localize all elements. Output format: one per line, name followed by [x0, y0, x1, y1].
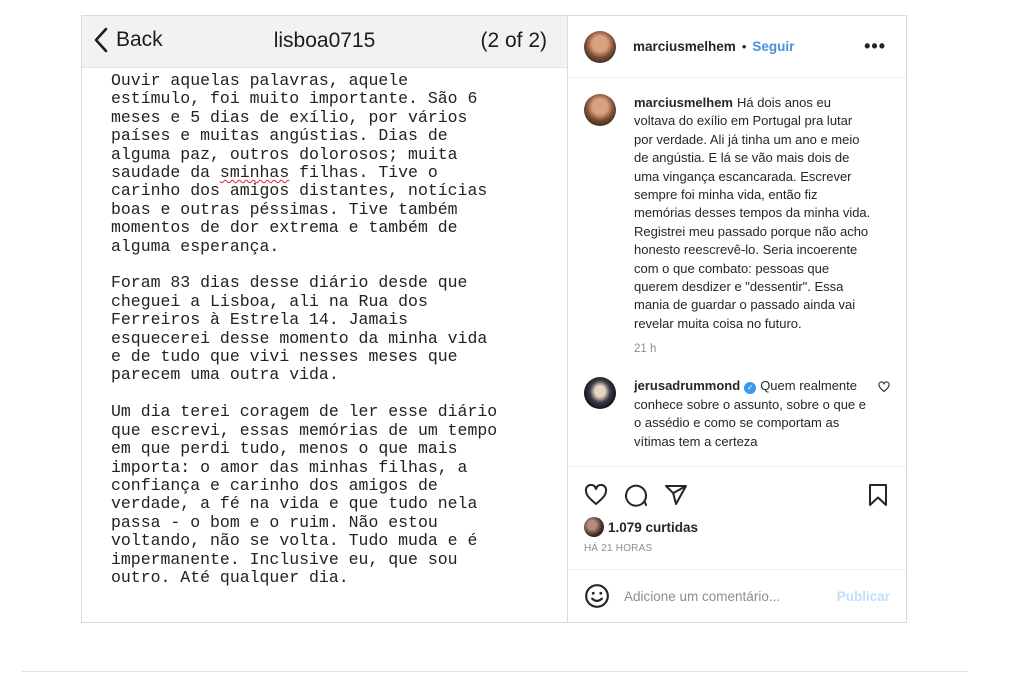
post-header	[568, 16, 906, 78]
caption-author-avatar[interactable]	[584, 94, 616, 126]
post-timestamp[interactable]: HÁ 21 HORAS	[584, 543, 653, 554]
comment-item	[584, 377, 890, 451]
like-heart-icon[interactable]	[584, 483, 608, 507]
back-label: Back	[116, 28, 163, 51]
line-with-misspelling: saudade da sminhas filhas. Tive o	[111, 163, 438, 183]
comment-input[interactable]	[624, 589, 837, 604]
back-button[interactable]	[92, 27, 163, 53]
share-send-icon[interactable]	[664, 483, 688, 507]
follow-button[interactable]: Seguir	[752, 39, 795, 54]
note-title: lisboa0715	[273, 29, 376, 52]
page-divider	[22, 671, 968, 672]
commenter-avatar[interactable]	[584, 377, 616, 409]
post-actions	[568, 466, 906, 569]
comment-username[interactable]: jerusadrummond	[634, 378, 741, 394]
publish-button[interactable]: Publicar	[836, 588, 890, 604]
verified-badge-icon: ✓	[744, 382, 756, 394]
note-body	[82, 68, 567, 587]
comment-text: Quem realmente conhece sobre o assunto, sobre o que e o assédio e como se comportam as vítimas tem a certeza	[634, 378, 866, 449]
author-username[interactable]: marciusmelhem	[633, 39, 736, 54]
note-paragraph-1: Ouvir aquelas palavras, aquele estímulo, foi muito importante. São 6 meses e 5 dias de exílio, por vários países e muitas angústias. Dias de alguma paz, outros dolorosos; muita saudade da sminhas filhas. Tive o carinho dos amigos distantes, notícias boas e outras péssimas. Tive também momentos de dor extrema e também de alguma esperança.	[111, 71, 488, 256]
misspelled-word: sminhas	[219, 163, 290, 183]
notes-header	[82, 16, 567, 68]
comment-like-heart-icon[interactable]	[878, 381, 890, 393]
bookmark-save-icon[interactable]	[866, 483, 890, 507]
post-side-panel	[568, 16, 906, 622]
caption-text: Há dois anos eu voltava do exílio em Portugal pra lutar por verdade. Ali já tinha um ano e meio de angústia. E lá se vão mais dois de uma vingança escancarada. Escrever sempre foi minha vida, então fiz memórias desses tempos da minha vida. Registrei meu passado porque não acho honesto reescrevê-lo. Seria incoerente com o que combato: pessoas que querem desdizer e "dessentir". Essa mania de guardar o passado ainda vai revelar muita coisa no futuro.	[634, 95, 871, 331]
caption-username[interactable]: marciusmelhem	[634, 95, 733, 110]
more-options-icon[interactable]: •••	[864, 36, 886, 56]
comments-list[interactable]	[568, 78, 906, 466]
chevron-left-icon	[92, 27, 110, 53]
note-paragraph-3: Um dia terei coragem de ler esse diário que escrevi, essas memórias de um tempo em que perdi tudo, menos o que mais importa: o amor das minhas filhas, a confiança e carinho dos amigos de verdade, a fé na vida e que tudo nela passa - o bom e o ruim. Não estou voltando, não se volta. Tudo muda e é impermanente. Inclusive eu, que sou outro. Até qualquer dia.	[111, 402, 498, 587]
caption	[584, 94, 890, 355]
page-count: (2 of 2)	[480, 29, 547, 52]
comment-bubble-icon[interactable]	[624, 483, 648, 507]
instagram-post	[81, 15, 907, 623]
author-avatar[interactable]	[584, 31, 616, 63]
note-paragraph-2: Foram 83 dias desse diário desde que cheguei a Lisboa, ali na Rua dos Ferreiros à Estrela 14. Jamais esquecerei desse momento da minha vida e de tudo que vivi nesses meses que parecem uma outra vida.	[111, 273, 488, 385]
liker-avatar	[584, 517, 604, 537]
add-comment-bar	[568, 569, 906, 622]
caption-timestamp[interactable]: 21 h	[634, 343, 657, 356]
separator-dot: •	[741, 39, 747, 54]
likes-count[interactable]: 1.079 curtidas	[608, 519, 699, 535]
likes-row	[584, 517, 890, 537]
post-image-notes-screenshot	[82, 16, 568, 622]
emoji-smiley-icon[interactable]	[584, 583, 610, 609]
